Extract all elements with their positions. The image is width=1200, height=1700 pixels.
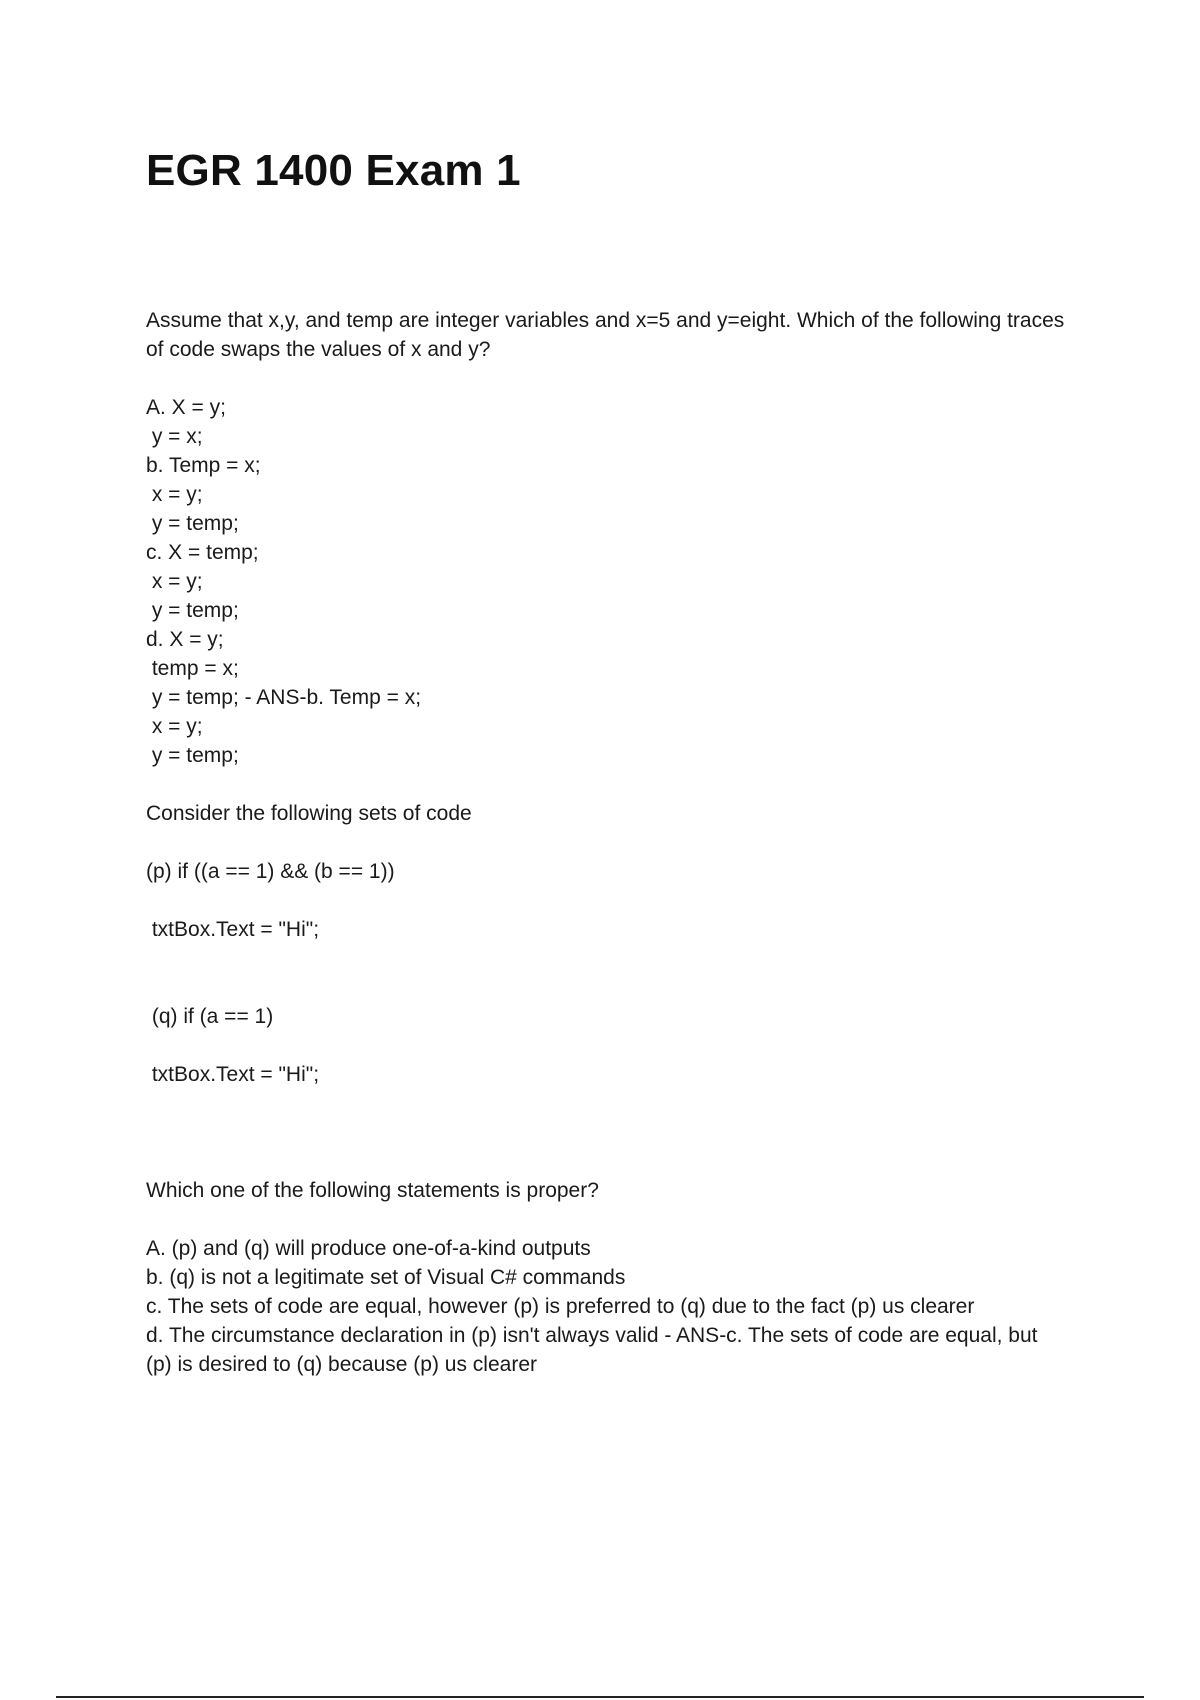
code-q-body: txtBox.Text = "Hi"; bbox=[146, 1063, 320, 1086]
question-1-prompt: Assume that x,y, and temp are integer variables and x=5 and y=eight. Which of the following traces of code swaps the values of x and y? bbox=[146, 309, 1065, 361]
question-2-options bbox=[146, 1234, 1066, 1379]
option-item: A. (p) and (q) will produce one-of-a-kind outputs bbox=[146, 1237, 591, 1260]
page-content bbox=[146, 306, 1066, 1379]
answer-line: temp = x; bbox=[146, 657, 239, 680]
option-item: c. The sets of code are equal, however (p) is preferred to (q) due to the fact (p) us clearer bbox=[146, 1295, 975, 1318]
spacer bbox=[146, 364, 1066, 393]
spacer bbox=[146, 828, 1066, 857]
code-q-condition: (q) if (a == 1) bbox=[146, 1005, 274, 1028]
answer-line: c. X = temp; bbox=[146, 541, 259, 564]
question-1-answer-block bbox=[146, 393, 1066, 770]
spacer bbox=[146, 770, 1066, 799]
answer-line: y = temp; bbox=[146, 744, 239, 767]
code-p-body: txtBox.Text = "Hi"; bbox=[146, 918, 320, 941]
code-p-condition: (p) if ((a == 1) && (b == 1)) bbox=[146, 860, 395, 883]
spacer bbox=[146, 1031, 1066, 1060]
option-item: d. The circumstance declaration in (p) isn't always valid - ANS-c. The sets of code are equal, but (p) is desired to (q) because (p) us clearer bbox=[146, 1324, 1038, 1376]
spacer bbox=[146, 944, 1066, 1002]
spacer bbox=[146, 1089, 1066, 1176]
answer-line: d. X = y; bbox=[146, 628, 224, 651]
answer-line: y = temp; bbox=[146, 512, 239, 535]
answer-line: x = y; bbox=[146, 715, 203, 738]
answer-line: A. X = y; bbox=[146, 396, 226, 419]
answer-line: y = temp; - ANS-b. Temp = x; bbox=[146, 686, 422, 709]
spacer bbox=[146, 1205, 1066, 1234]
answer-line: y = temp; bbox=[146, 599, 239, 622]
question-2-intro: Consider the following sets of code bbox=[146, 802, 472, 825]
answer-line: y = x; bbox=[146, 425, 203, 448]
question-2-prompt: Which one of the following statements is proper? bbox=[146, 1179, 599, 1202]
option-item: b. (q) is not a legitimate set of Visual C# commands bbox=[146, 1266, 626, 1289]
answer-line: x = y; bbox=[146, 570, 203, 593]
answer-line: b. Temp = x; bbox=[146, 454, 261, 477]
page-title: EGR 1400 Exam 1 bbox=[146, 146, 521, 195]
footer-divider bbox=[56, 1696, 1144, 1698]
spacer bbox=[146, 886, 1066, 915]
answer-line: x = y; bbox=[146, 483, 203, 506]
